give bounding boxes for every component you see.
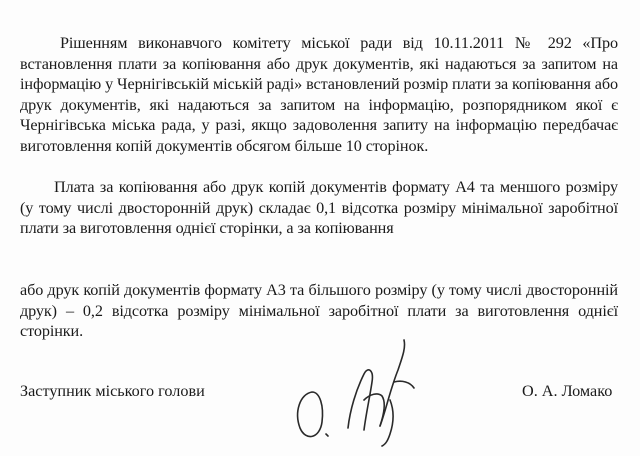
signatory-role: Заступник міського голови xyxy=(20,382,205,400)
signatory-name: О. А. Ломако xyxy=(522,382,613,400)
handwritten-signature xyxy=(290,330,420,450)
paragraph-a4-fee: Плата за копіювання або друк копій документів формату А4 та меншого розміру (у тому числі двосторонній друк) складає 0,1 відсотка розміру мінімальної заробітної плати за виготовлення однієї сторінки, а за копіювання xyxy=(20,178,618,238)
paragraph-a3-fee: або друк копій документів формату А3 та більшого розміру (у тому числі двосторонній друк) – 0,2 відсотка розміру мінімальної заробітної плати за виготовлення однієї сторінки. xyxy=(20,281,618,341)
paragraph-decision: Рішенням виконавчого комітету міської ради від 10.11.2011 № 292 «Про встановлення плати за копіювання або друк документів, які надаються за запитом на інформацію у Чернігівській міській раді» встановлений розмір плати за копіювання або друк документів, які надаються за запитом на інформацію, розпорядником якої є Чернігівська міська рада, у разі, якщо задоволення запиту на інформацію передбачає виготовлення копій документів обсягом більше 10 сторінок. xyxy=(20,34,618,155)
